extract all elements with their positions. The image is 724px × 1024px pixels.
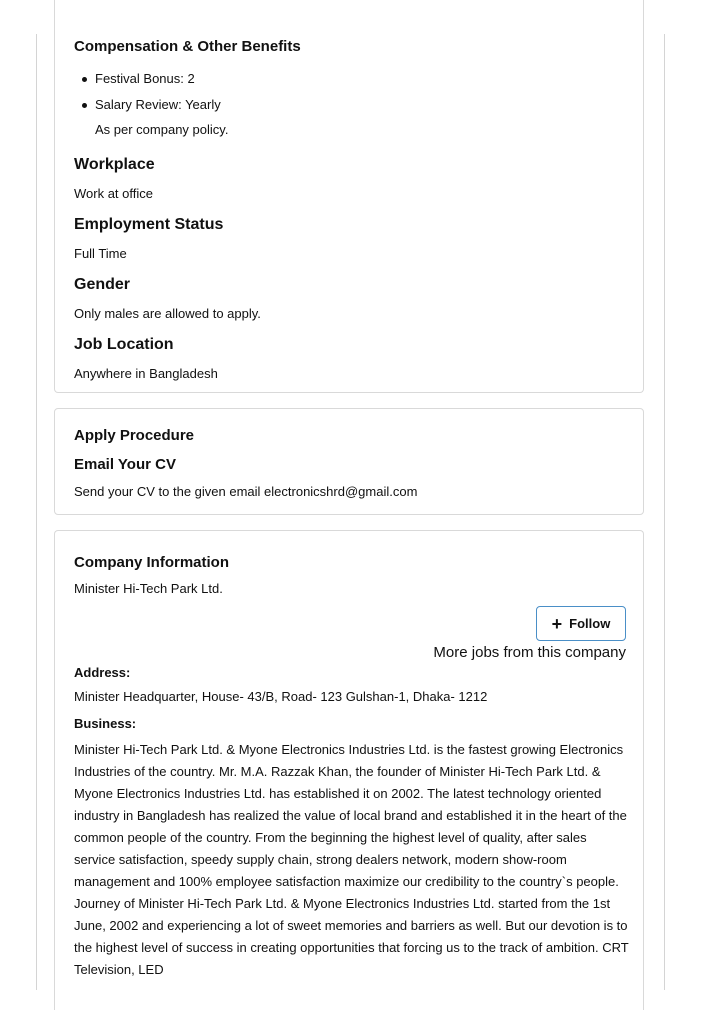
gender-heading: Gender xyxy=(74,276,131,293)
follow-label: Follow xyxy=(569,616,611,631)
apply-instructions: Send your CV to the given email electronicshrd@gmail.com xyxy=(74,484,418,499)
page-border-left xyxy=(36,34,37,990)
benefits-title: Compensation & Other Benefits xyxy=(74,38,301,55)
benefit-item: Festival Bonus: 2 xyxy=(95,71,195,86)
workplace-heading: Workplace xyxy=(74,156,155,173)
job-location-heading: Job Location xyxy=(74,336,174,353)
employment-status-value: Full Time xyxy=(74,246,127,261)
job-location-value: Anywhere in Bangladesh xyxy=(74,366,218,381)
employment-status-heading: Employment Status xyxy=(74,216,224,233)
business-description: Minister Hi-Tech Park Ltd. & Myone Electronics Industries Ltd. is the fastest growing Electronics Industries of the country. Mr. M.A. Razzak Khan, the founder of Minister Hi-Tech Park Ltd. & Myone Electronics Industries Ltd. has established it on 2002. The latest technology oriented industry in Bangladesh has realized the value of local brand and established it in the heart of the common people of the country. From the beginning the highest level of quality, after sales service satisfaction, speedy supply chain, strong dealers network, modern show-room management and 100% employee satisfaction maximize our credibility to the country`s people. Journey of Minister Hi-Tech Park Ltd. & Myone Electronics Industries Ltd. started from the 1st June, 2002 and experiencing a lot of sweet memories and barriers as well. But our devotion is to the highest level of success in creating opportunities that forcing us to the track of ambition. CRT Television, LED xyxy=(74,742,629,977)
email-cv-heading: Email Your CV xyxy=(74,456,176,473)
workplace-value: Work at office xyxy=(74,186,153,201)
apply-procedure-card xyxy=(54,408,644,515)
address-value: Minister Headquarter, House- 43/B, Road- 123 Gulshan-1, Dhaka- 1212 xyxy=(74,689,488,704)
benefits-note: As per company policy. xyxy=(95,122,229,137)
benefits-card xyxy=(54,0,644,393)
company-name: Minister Hi-Tech Park Ltd. xyxy=(74,581,223,596)
benefit-item: Salary Review: Yearly xyxy=(95,97,221,112)
follow-button[interactable] xyxy=(536,606,626,641)
company-info-card xyxy=(54,530,644,1010)
company-info-title: Company Information xyxy=(74,554,230,571)
more-jobs-link[interactable]: More jobs from this company xyxy=(433,644,626,661)
apply-procedure-title: Apply Procedure xyxy=(74,427,195,444)
plus-icon: + xyxy=(551,613,563,634)
gender-value: Only males are allowed to apply. xyxy=(74,306,261,321)
page-border-right xyxy=(664,34,665,990)
address-label: Address: xyxy=(74,665,131,680)
business-label: Business: xyxy=(74,716,137,731)
